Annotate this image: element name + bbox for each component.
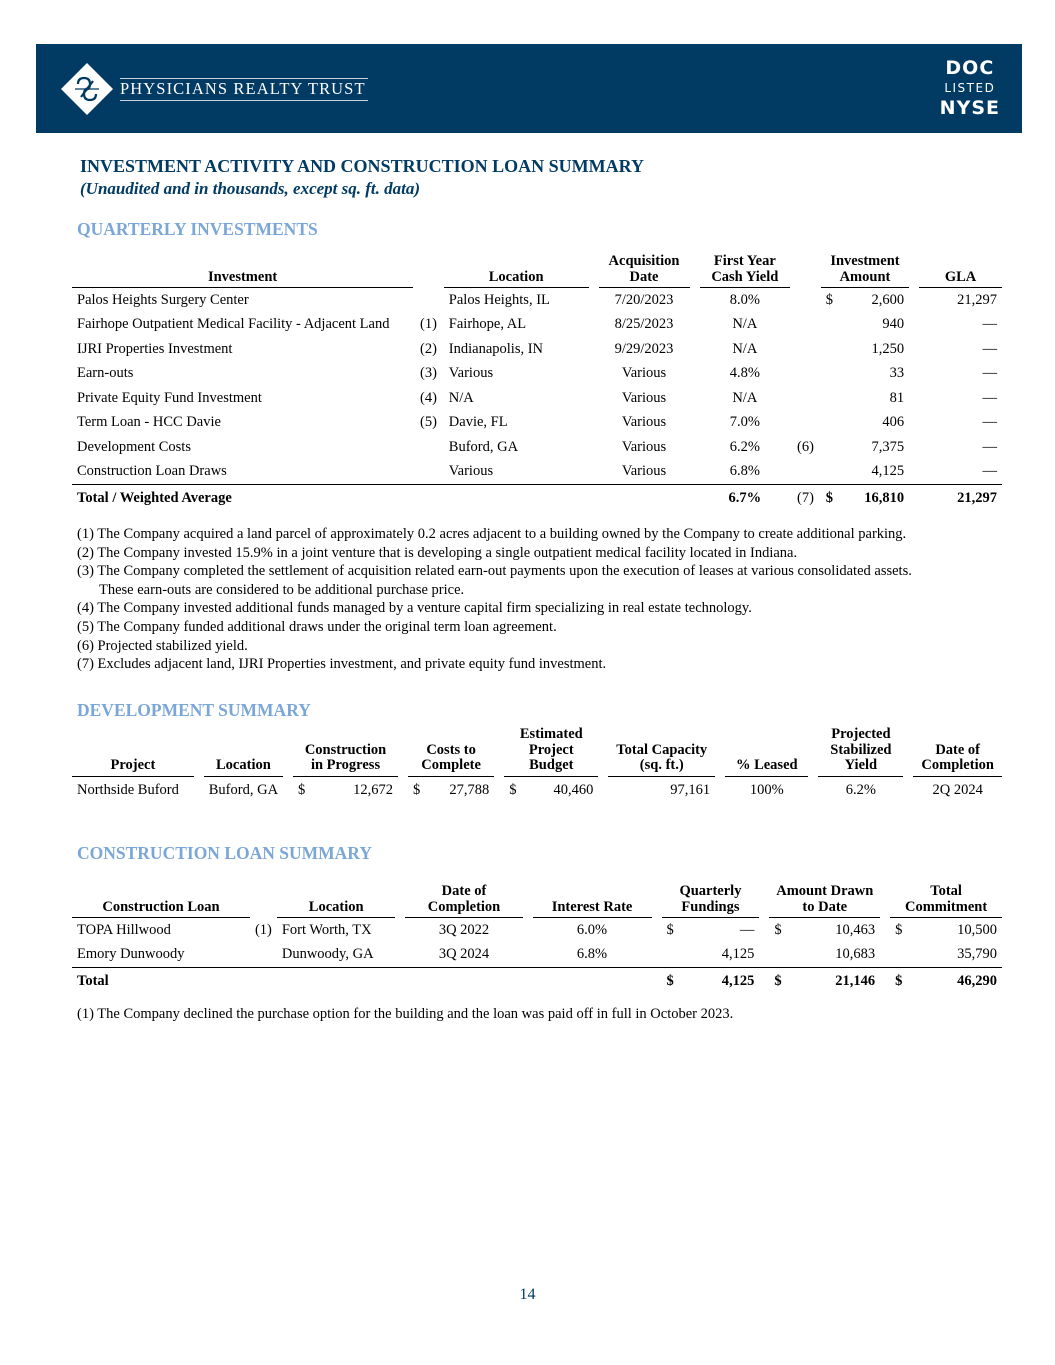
amount-currency: $ [825, 291, 834, 308]
acquisition-date: 7/20/2023 [614, 291, 674, 308]
quarterly-fundings: $ — [666, 921, 755, 938]
amount-currency [821, 362, 838, 387]
footnote: (3) The Company completed the settlement of acquisition related earn-out payments upon the execution of leases at various consolidated assets. [77, 563, 912, 580]
col-estimated-budget: Estimated Project Budget [504, 727, 598, 776]
investment-location: Fairhope, AL [448, 316, 527, 333]
total-commitment: $ 46,290 [890, 968, 1002, 995]
construction-loan-table [72, 884, 1002, 994]
investment-name: Term Loan - HCC Davie [77, 414, 221, 431]
loan-name: TOPA Hillwood [77, 921, 171, 938]
table-row [72, 288, 1002, 313]
total-label: Total / Weighted Average [72, 485, 413, 512]
amount-currency [821, 435, 838, 460]
investment-name: Private Equity Fund Investment [77, 389, 262, 406]
acquisition-date: 9/29/2023 [614, 340, 674, 357]
investment-location: Various [448, 365, 494, 382]
investment-amount: 81 [889, 389, 905, 406]
total-row [72, 968, 1002, 995]
footnote: (1) The Company acquired a land parcel of approximately 0.2 acres adjacent to a building owned by the Company to create additional parking. [77, 526, 907, 542]
table-header-row [72, 254, 1002, 288]
development-heading: DEVELOPMENT SUMMARY [77, 700, 311, 720]
table-header-row [72, 884, 1002, 918]
investment-location: Indianapolis, IN [448, 340, 544, 357]
quarterly-fundings: 4,125 [721, 946, 755, 963]
investment-note: (5) [420, 414, 437, 431]
quarterly-footnotes [77, 525, 912, 674]
col-amount-drawn: Amount Drawn to Date [769, 884, 880, 918]
amount-currency [821, 337, 838, 362]
first-year-yield: N/A [732, 389, 758, 406]
gla-value: — [982, 463, 997, 480]
investment-note [413, 460, 444, 485]
investment-location: N/A [448, 389, 474, 406]
investment-location: Davie, FL [448, 414, 508, 431]
interest-rate: 6.8% [576, 946, 608, 963]
investment-location: Various [448, 463, 494, 480]
footnote: (5) The Company funded additional draws under the original term loan agreement. [77, 618, 557, 635]
gla-value: — [982, 365, 997, 382]
investment-location: Palos Heights, IL [448, 291, 550, 308]
quarterly-investments-table [72, 254, 1002, 511]
yield-note [790, 386, 821, 411]
interest-rate: 6.0% [576, 921, 608, 938]
loan-note [250, 943, 277, 968]
first-year-yield: 8.0% [729, 291, 760, 308]
investment-note: (4) [420, 389, 437, 406]
ticker-symbol: DOC [945, 57, 995, 79]
table-header-row [72, 727, 1002, 776]
table-row [72, 460, 1002, 485]
footnote: (7) Excludes adjacent land, IJRI Properties investment, and private equity fund investment. [77, 656, 607, 673]
investment-name: Fairhope Outpatient Medical Facility - Adjacent Land [77, 316, 390, 333]
page-subtitle: (Unaudited and in thousands, except sq. ft. data) [80, 179, 421, 198]
total-label: Total [72, 968, 250, 995]
acquisition-date: Various [621, 389, 667, 406]
total-yield-note: (7) [790, 485, 821, 512]
col-interest-rate: Interest Rate [533, 884, 652, 918]
investment-location: Buford, GA [448, 438, 519, 455]
col-investment-amount: Investment Amount [821, 254, 909, 288]
investment-amount: 406 [882, 414, 905, 431]
table-row [72, 943, 1002, 968]
first-year-yield: 6.2% [729, 438, 760, 455]
table-row [72, 411, 1002, 436]
amount-currency [821, 460, 838, 485]
first-year-yield: 6.8% [729, 463, 760, 480]
ticker-exchange: NYSE [939, 97, 1000, 119]
acquisition-date: Various [621, 414, 667, 431]
col-acquisition-date: Acquisition Date [599, 254, 690, 288]
amount-currency [821, 313, 838, 338]
amount-drawn: $ 10,463 [774, 921, 876, 938]
footnote: (2) The Company invested 15.9% in a joint venture that is developing a single outpatient medical facility located in Indiana. [77, 544, 798, 561]
page-title: INVESTMENT ACTIVITY AND CONSTRUCTION LOAN SUMMARY [80, 156, 644, 176]
col-costs-to-complete: Costs to Complete [408, 727, 494, 776]
investment-amount: 940 [882, 316, 905, 333]
page-number: 14 [519, 1286, 536, 1303]
loan-location: Dunwoody, GA [281, 946, 374, 963]
yield-note: (6) [797, 438, 814, 455]
total-currency: $ [821, 485, 838, 512]
total-gla: 21,297 [919, 485, 1002, 512]
investment-name: Earn-outs [77, 365, 134, 382]
loan-note: (1) [254, 921, 272, 938]
table-row [72, 918, 1002, 943]
col-location: Location [444, 254, 589, 288]
construction-heading: CONSTRUCTION LOAN SUMMARY [77, 843, 372, 863]
gla-value: — [982, 389, 997, 406]
costs-to-complete: $ 27,788 [412, 781, 490, 798]
footnote: (4) The Company invested additional funds managed by a venture capital firm specializing in real estate technology. [77, 600, 752, 617]
total-capacity: 97,161 [670, 781, 711, 798]
gla-value: 21,297 [957, 291, 997, 308]
diamond-knot-icon [60, 62, 114, 116]
footnote: These earn-outs are considered to be additional purchase price. [99, 581, 465, 598]
yield-note [790, 337, 821, 362]
construction-in-progress: $ 12,672 [298, 781, 393, 798]
yield-note [790, 411, 821, 436]
col-investment: Investment [72, 254, 413, 288]
col-total-capacity: Total Capacity (sq. ft.) [608, 727, 715, 776]
yield-note [790, 362, 821, 387]
gla-value: — [982, 340, 997, 357]
investment-name: Construction Loan Draws [77, 463, 227, 480]
development-table [72, 727, 1002, 804]
col-location: Location [277, 884, 396, 918]
gla-value: — [982, 316, 997, 333]
first-year-yield: 7.0% [729, 414, 760, 431]
investment-amount: 33 [889, 365, 905, 382]
col-date-of-completion: Date of Completion [405, 884, 522, 918]
table-row [72, 776, 1002, 804]
acquisition-date: 8/25/2023 [614, 316, 674, 333]
ticker-badge [940, 56, 1000, 120]
header-banner [36, 44, 1022, 133]
percent-leased: 100% [749, 781, 784, 798]
investment-amount: 2,600 [871, 291, 905, 308]
loan-completion: 3Q 2024 [438, 946, 490, 963]
col-projected-yield: Projected Stabilized Yield [818, 727, 903, 776]
total-amount-drawn: $ 21,146 [769, 968, 880, 995]
quarterly-heading: QUARTERLY INVESTMENTS [77, 219, 318, 239]
col-first-year-yield: First Year Cash Yield [700, 254, 791, 288]
table-row [72, 362, 1002, 387]
investment-name: IJRI Properties Investment [77, 340, 233, 357]
gla-value: — [982, 414, 997, 431]
investment-amount: 1,250 [871, 340, 905, 357]
investment-note [413, 435, 444, 460]
yield-note [790, 288, 821, 313]
amount-currency [821, 386, 838, 411]
col-quarterly-fundings: Quarterly Fundings [662, 884, 760, 918]
projected-yield: 6.2% [845, 781, 876, 798]
table-row [72, 337, 1002, 362]
first-year-yield: N/A [732, 340, 758, 357]
table-row [72, 386, 1002, 411]
total-commitment-value: 35,790 [957, 946, 997, 963]
ticker-listed: LISTED [944, 81, 996, 95]
amount-currency [821, 411, 838, 436]
col-gla: GLA [919, 254, 1002, 288]
investment-note [413, 288, 444, 313]
loan-completion: 3Q 2022 [438, 921, 490, 938]
loan-name: Emory Dunwoody [77, 946, 185, 963]
project-location: Buford, GA [208, 781, 279, 798]
col-date-of-completion: Date of Completion [913, 727, 1002, 776]
yield-note [790, 460, 821, 485]
amount-drawn: 10,683 [835, 946, 876, 963]
acquisition-date: Various [621, 365, 667, 382]
investment-note: (3) [420, 365, 437, 382]
acquisition-date: Various [621, 463, 667, 480]
loan-location: Fort Worth, TX [281, 921, 372, 938]
construction-footnote: (1) The Company declined the purchase option for the building and the loan was paid off in full in October 2023. [77, 1006, 734, 1022]
footnote: (6) Projected stabilized yield. [77, 637, 248, 654]
col-location: Location [204, 727, 283, 776]
table-row [72, 313, 1002, 338]
col-construction-in-progress: Construction in Progress [293, 727, 398, 776]
completion-date: 2Q 2024 [932, 781, 983, 798]
investment-note: (2) [420, 340, 437, 357]
first-year-yield: N/A [732, 316, 758, 333]
investment-note: (1) [420, 316, 437, 333]
yield-note [790, 313, 821, 338]
estimated-budget: $ 40,460 [509, 781, 594, 798]
table-row [72, 435, 1002, 460]
investment-amount: 4,125 [871, 463, 905, 480]
investment-amount: 7,375 [871, 438, 905, 455]
total-yield: 6.7% [700, 485, 791, 512]
first-year-yield: 4.8% [729, 365, 760, 382]
col-leased: % Leased [725, 727, 808, 776]
gla-value: — [982, 438, 997, 455]
total-quarterly-fundings: $ 4,125 [662, 968, 760, 995]
total-amount: 16,810 [838, 485, 909, 512]
project-name: Northside Buford [77, 781, 179, 798]
col-construction-loan: Construction Loan [72, 884, 250, 918]
total-commitment-value: $ 10,500 [895, 921, 997, 938]
col-total-commitment: Total Commitment [890, 884, 1002, 918]
investment-name: Development Costs [77, 438, 191, 455]
total-row [72, 485, 1002, 512]
investment-name: Palos Heights Surgery Center [77, 291, 249, 308]
acquisition-date: Various [621, 438, 667, 455]
company-name: PHYSICIANS REALTY TRUST [120, 78, 368, 101]
col-project: Project [72, 727, 194, 776]
